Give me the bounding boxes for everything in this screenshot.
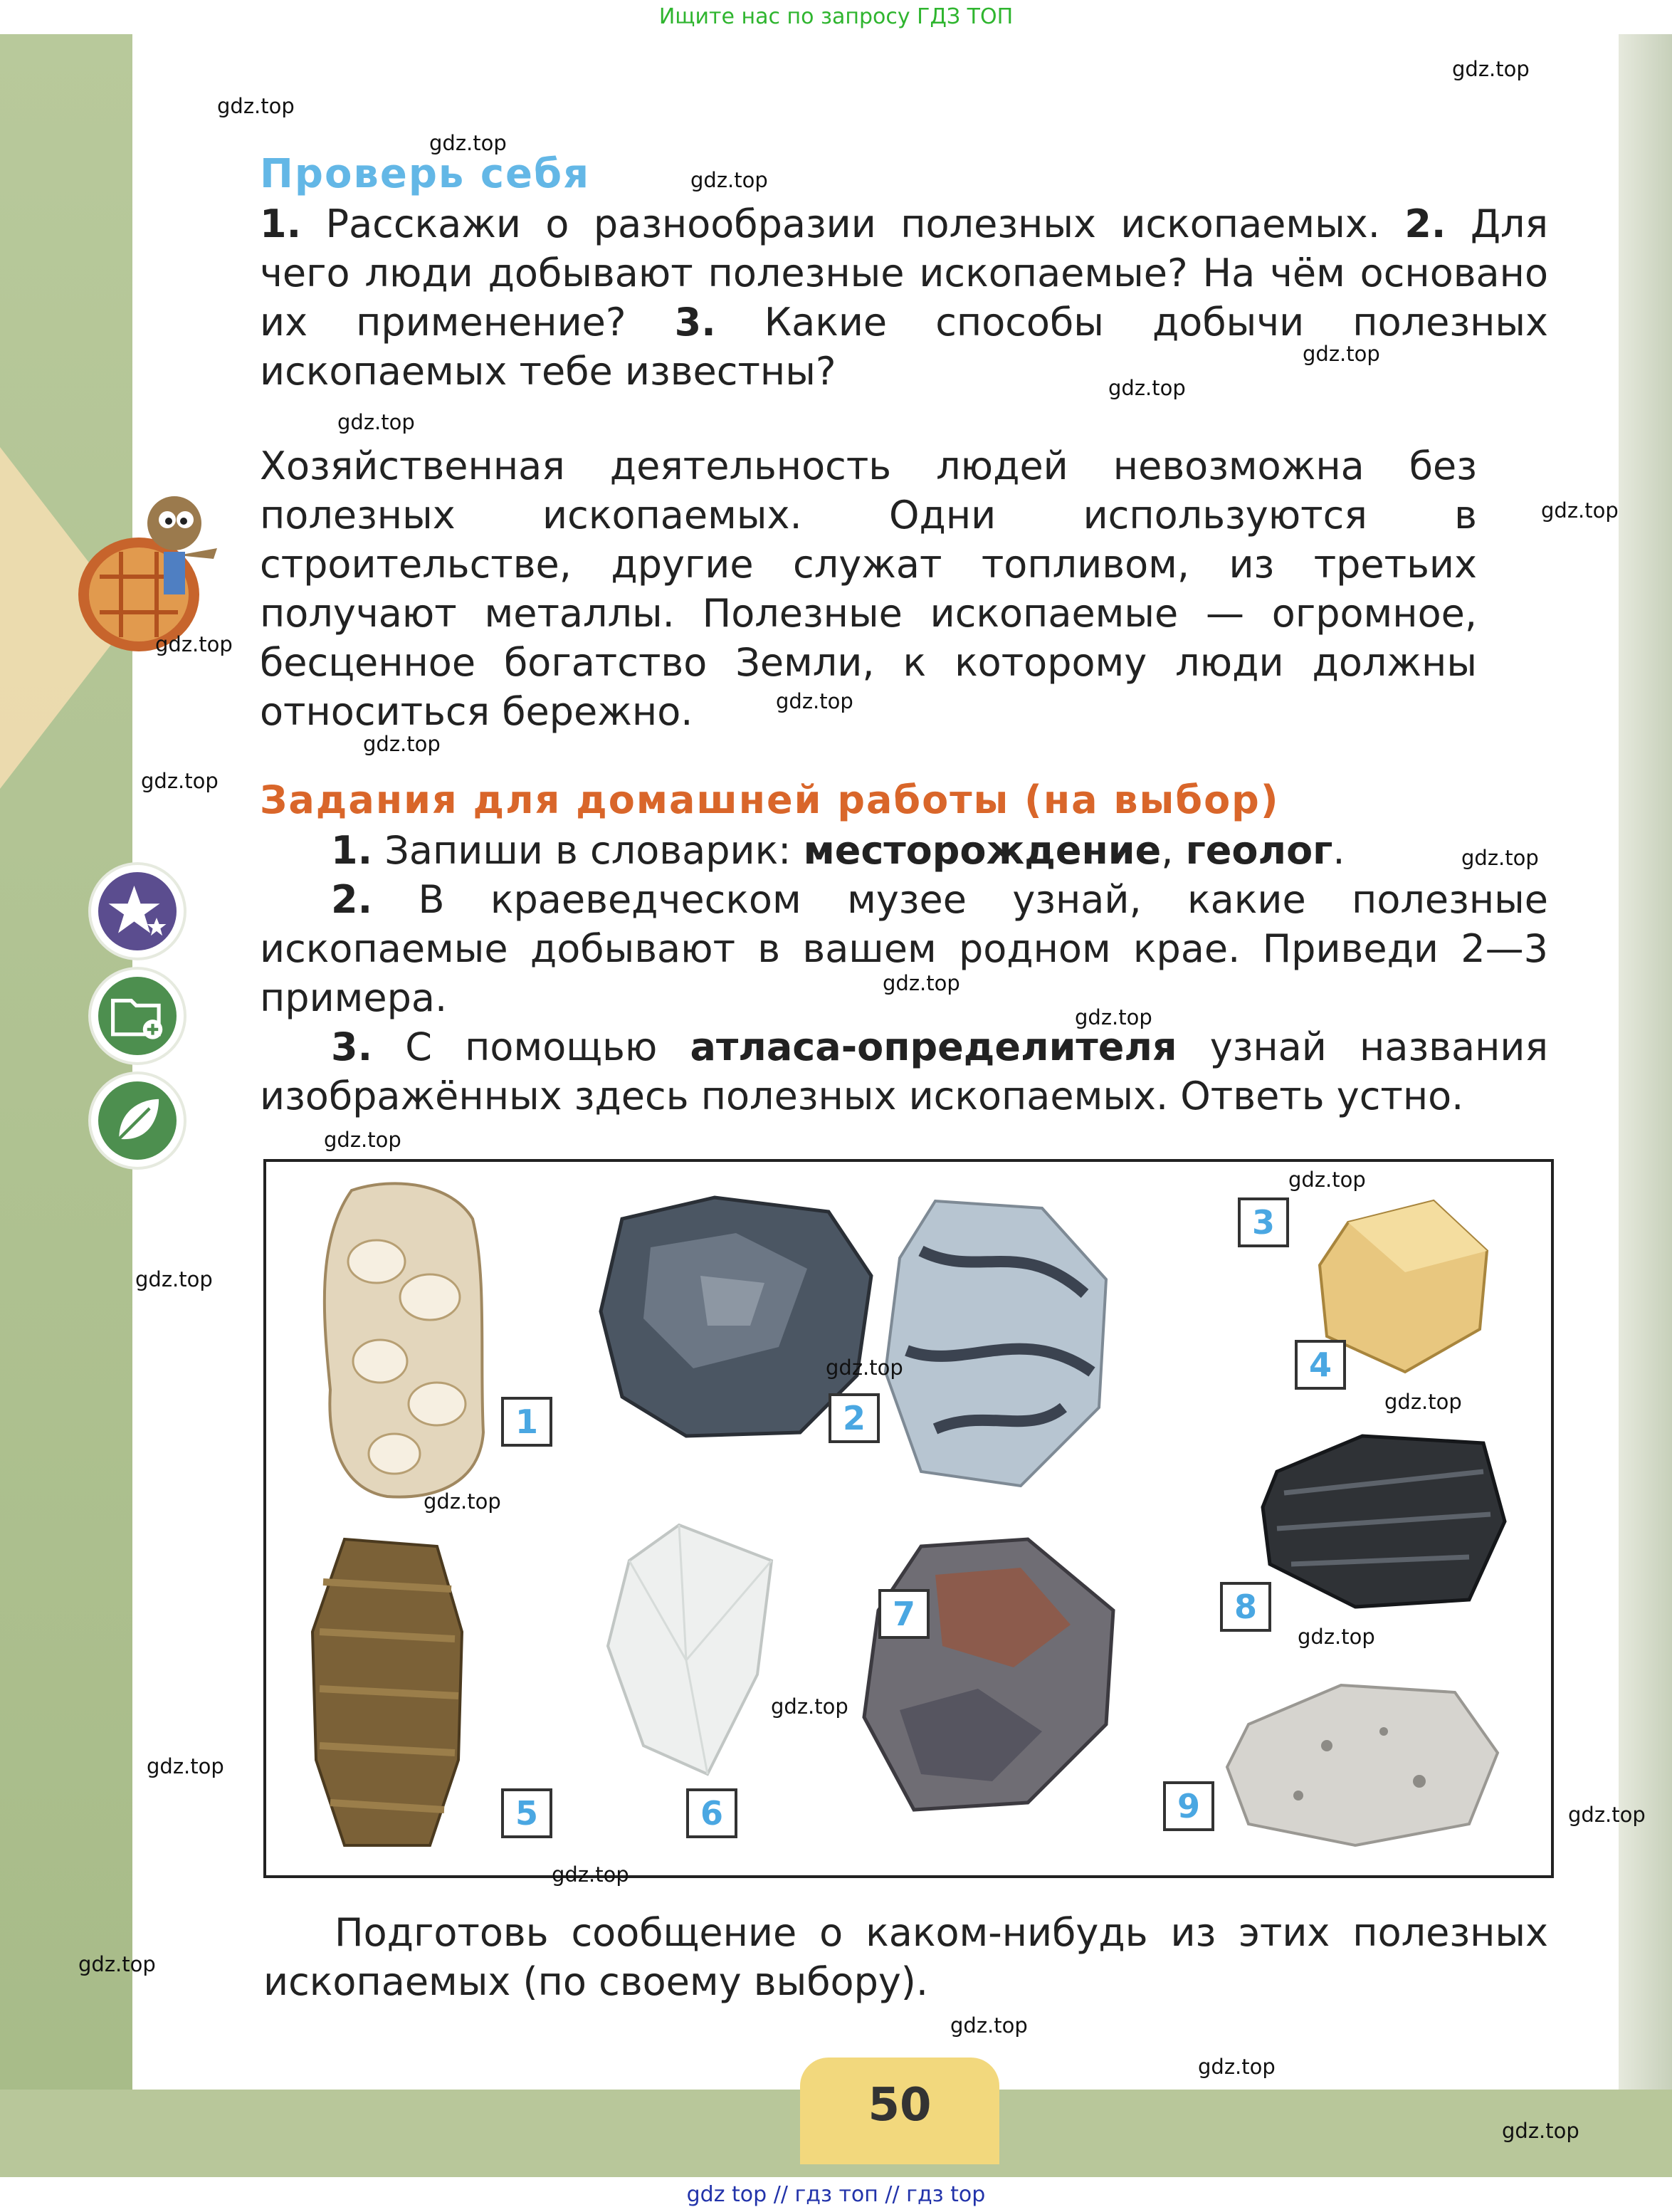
mineral-2-label: 2 xyxy=(829,1393,880,1443)
watermark: gdz.top xyxy=(1568,1803,1646,1827)
watermark: gdz.top xyxy=(363,732,441,756)
right-margin-strip xyxy=(1619,34,1672,2177)
watermark: gdz.top xyxy=(1384,1390,1462,1414)
watermark: gdz.top xyxy=(826,1356,903,1380)
watermark: gdz.top xyxy=(1075,1005,1152,1029)
watermark: gdz.top xyxy=(135,1267,213,1291)
watermark: gdz.top xyxy=(155,632,233,656)
watermark: gdz.top xyxy=(1298,1625,1375,1649)
top-banner: Ищите нас по запросу ГДЗ ТОП xyxy=(658,4,1014,29)
mineral-7-image xyxy=(857,1532,1127,1817)
mineral-6-label: 6 xyxy=(686,1788,737,1838)
turtle-mascot-icon xyxy=(71,491,228,655)
closing-task: Подготовь сообщение о каком-нибудь из этих полезных ископаемых (по своему выбору). xyxy=(263,1910,1548,2004)
watermark: gdz.top xyxy=(883,971,960,995)
mineral-7-label: 7 xyxy=(878,1589,930,1639)
watermark: gdz.top xyxy=(1502,2119,1579,2143)
mineral-4-label: 4 xyxy=(1295,1340,1346,1390)
mineral-3-label: 3 xyxy=(1238,1197,1289,1247)
star-button[interactable] xyxy=(91,865,184,958)
folder-button[interactable] xyxy=(91,970,184,1062)
page-number: 50 xyxy=(868,2079,932,2132)
homework-task-1: 1. Запиши в словарик: месторождение, геолог. xyxy=(331,828,1345,873)
watermark: gdz.top xyxy=(1303,342,1380,366)
check-yourself-heading: Проверь себя xyxy=(260,151,591,197)
minerals-illustration xyxy=(263,1159,1554,1878)
leaf-button[interactable] xyxy=(91,1074,184,1167)
homework-task-3: 3. С помощью атласа-определителя узнай названия изображённых здесь полезных ископаемых. Ответь устно. xyxy=(260,1024,1548,1118)
watermark: gdz.top xyxy=(1541,498,1619,523)
watermark: gdz.top xyxy=(776,689,853,713)
watermark: gdz.top xyxy=(690,168,768,192)
watermark: gdz.top xyxy=(1198,2055,1276,2079)
mineral-5-label: 5 xyxy=(501,1788,552,1838)
bottom-banner: gdz top // гдз топ // гдз top xyxy=(0,2177,1672,2212)
mineral-9-label: 9 xyxy=(1163,1781,1214,1831)
watermark: gdz.top xyxy=(950,2013,1028,2038)
mineral-1-label: 1 xyxy=(501,1397,552,1447)
homework-heading: Задания для домашней работы (на выбор) xyxy=(260,777,1280,822)
watermark: gdz.top xyxy=(141,769,219,793)
watermark: gdz.top xyxy=(1108,376,1186,400)
page-number-tab xyxy=(800,2058,999,2164)
mineral-8-image xyxy=(1256,1429,1512,1614)
mineral-3-image xyxy=(878,1194,1120,1493)
leaf-icon xyxy=(107,1090,168,1151)
mineral-9-image xyxy=(1220,1674,1505,1852)
watermark: gdz.top xyxy=(429,131,507,155)
summary-paragraph: Хозяйственная деятельность людей невозможна без полезных ископаемых. Одни используются в строительстве, другие служат топливом, из третьих получают металлы. Полезные ископаемые — огромное, бесценное богатство Земли, к которому люди должны относиться бережно. xyxy=(260,444,1477,734)
watermark: gdz.top xyxy=(424,1489,501,1514)
watermark: gdz.top xyxy=(552,1862,629,1887)
watermark: gdz.top xyxy=(1461,846,1539,870)
watermark: gdz.top xyxy=(771,1694,848,1719)
check-questions: 1. Расскажи о разнообразии полезных ископаемых. 2. Для чего люди добывают полезные ископаемые? На чём основано их применение? 3. Какие способы добычи полезных ископаемых тебе известны? xyxy=(260,201,1549,394)
watermark: gdz.top xyxy=(1452,57,1530,81)
watermark: gdz.top xyxy=(217,94,295,118)
watermark: gdz.top xyxy=(324,1128,401,1152)
watermark: gdz.top xyxy=(337,410,415,434)
watermark: gdz.top xyxy=(78,1952,156,1976)
star-icon xyxy=(105,879,169,943)
watermark: gdz.top xyxy=(147,1754,224,1778)
mineral-6-image xyxy=(601,1518,786,1788)
mineral-5-image xyxy=(302,1525,473,1852)
watermark: gdz.top xyxy=(1288,1168,1366,1192)
mineral-1-image xyxy=(309,1176,494,1504)
folder-add-icon xyxy=(107,985,168,1047)
mineral-8-label: 8 xyxy=(1220,1582,1271,1632)
homework-task-2: 2. В краеведческом музее узнай, какие полезные ископаемые добывают в вашем родном крае. Приведи 2—3 примера. xyxy=(260,877,1549,1020)
